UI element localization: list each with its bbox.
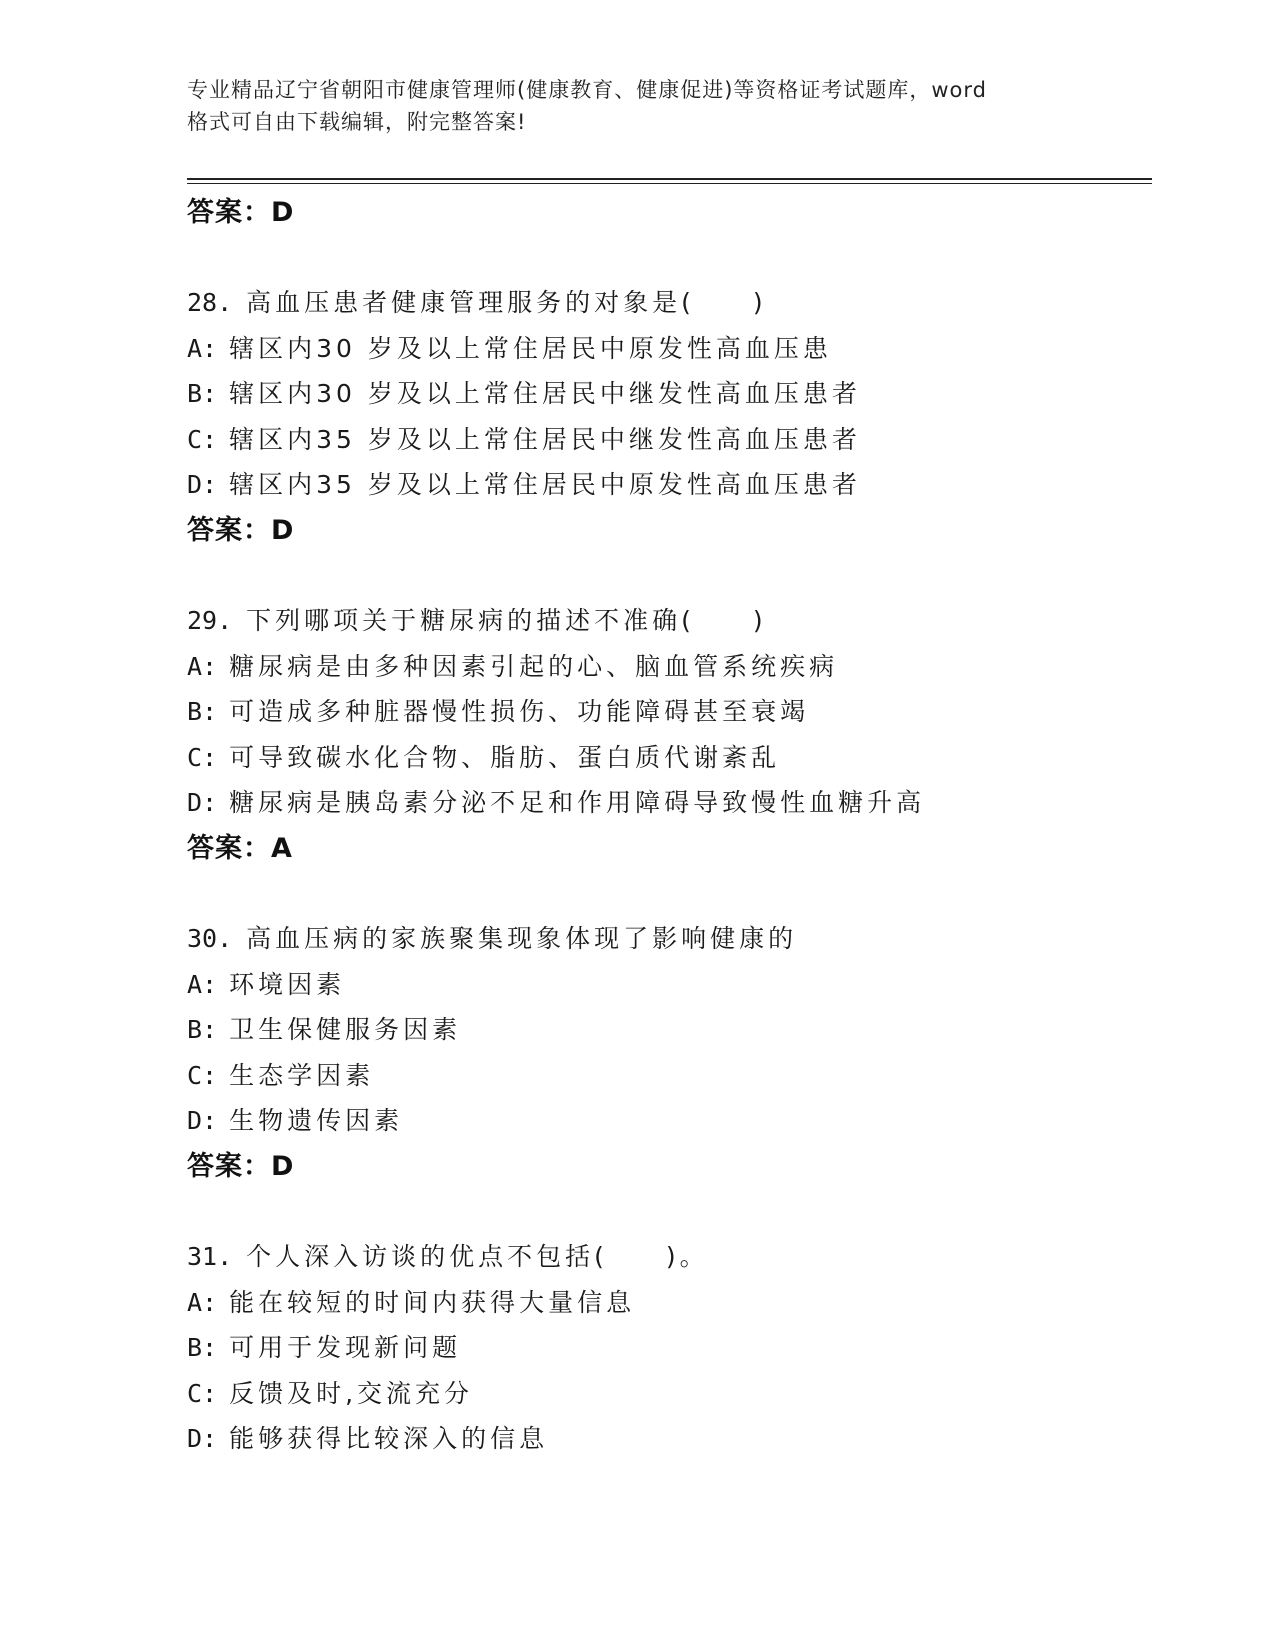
option-letter: D: <box>187 1424 218 1454</box>
answer-line: 答案：D <box>187 197 295 228</box>
option-letter: D: <box>187 470 218 500</box>
option-text: 可造成多种脏器慢性损伤、功能障碍甚至衰竭 <box>229 697 810 727</box>
question-number: 28. <box>187 288 233 317</box>
option-a <box>187 326 1152 372</box>
question-text: 高血压病的家族聚集现象体现了影响健康的 <box>246 923 798 953</box>
option-letter: C: <box>187 1060 218 1090</box>
answer-line: 答案：D <box>187 1150 295 1182</box>
option-text: 辖区内30 岁及以上常住居民中原发性高血压患 <box>229 333 832 363</box>
option-letter: A: <box>187 333 218 363</box>
option-b <box>187 1007 1152 1053</box>
option-letter: A: <box>187 969 218 999</box>
option-letter: B: <box>187 1333 218 1363</box>
option-c <box>187 1371 1152 1417</box>
option-text: 辖区内30 岁及以上常住居民中继发性高血压患者 <box>229 379 861 409</box>
question-29 <box>187 598 1152 871</box>
question-number: 31. <box>187 1241 233 1271</box>
option-text: 糖尿病是由多种因素引起的心、脑血管系统疾病 <box>229 651 839 681</box>
option-a <box>187 644 1152 690</box>
page-header <box>187 74 1087 138</box>
question-number: 29. <box>187 605 233 635</box>
option-a <box>187 1280 1152 1326</box>
option-letter: C: <box>187 1378 218 1408</box>
option-text: 生物遗传因素 <box>229 1106 404 1136</box>
option-letter: A: <box>187 651 218 681</box>
question-30 <box>187 916 1152 1189</box>
question-31 <box>187 1234 1152 1462</box>
option-c <box>187 735 1152 781</box>
option-b <box>187 371 1152 417</box>
question-stem <box>187 1234 1152 1280</box>
question-28 <box>187 280 1152 553</box>
option-d <box>187 1416 1152 1462</box>
option-letter: C: <box>187 742 218 772</box>
question-number: 30. <box>187 923 233 953</box>
question-text: 下列哪项关于糖尿病的描述不准确( ) <box>246 605 767 635</box>
option-text: 可导致碳水化合物、脂肪、蛋白质代谢紊乱 <box>229 742 781 772</box>
question-text: 个人深入访谈的优点不包括( )。 <box>246 1241 709 1271</box>
header-line-2: 格式可自由下载编辑，附完整答案! <box>187 110 527 134</box>
option-letter: D: <box>187 1106 218 1136</box>
option-text: 生态学因素 <box>229 1060 375 1090</box>
option-text: 环境因素 <box>229 969 346 999</box>
option-b <box>187 689 1152 735</box>
option-text: 辖区内35 岁及以上常住居民中继发性高血压患者 <box>229 424 861 454</box>
question-stem <box>187 598 1152 644</box>
option-letter: C: <box>187 424 218 454</box>
option-text: 糖尿病是胰岛素分泌不足和作用障碍导致慢性血糖升高 <box>229 788 926 818</box>
header-line-1: 专业精品辽宁省朝阳市健康管理师(健康教育、健康促进)等资格证考试题库，word <box>187 78 988 102</box>
option-text: 能在较短的时间内获得大量信息 <box>229 1287 636 1317</box>
option-text: 能够获得比较深入的信息 <box>229 1424 549 1454</box>
question-stem <box>187 916 1152 962</box>
option-letter: D: <box>187 788 218 818</box>
question-text: 高血压患者健康管理服务的对象是( ) <box>246 288 767 317</box>
option-b <box>187 1325 1152 1371</box>
option-text: 可用于发现新问题 <box>229 1333 462 1363</box>
option-c <box>187 417 1152 463</box>
question-stem <box>187 280 1152 326</box>
option-c <box>187 1053 1152 1099</box>
answer-line: 答案：D <box>187 514 295 546</box>
header-divider <box>187 178 1152 184</box>
option-text: 卫生保健服务因素 <box>229 1015 462 1045</box>
option-d <box>187 462 1152 508</box>
option-letter: B: <box>187 697 218 727</box>
option-d <box>187 780 1152 826</box>
option-letter: B: <box>187 379 218 409</box>
option-d <box>187 1098 1152 1144</box>
option-a <box>187 962 1152 1008</box>
option-text: 反馈及时,交流充分 <box>229 1378 474 1408</box>
option-letter: A: <box>187 1287 218 1317</box>
option-letter: B: <box>187 1015 218 1045</box>
option-text: 辖区内35 岁及以上常住居民中原发性高血压患者 <box>229 470 861 500</box>
question-list <box>187 190 1152 1462</box>
answer-line: 答案：A <box>187 832 293 864</box>
